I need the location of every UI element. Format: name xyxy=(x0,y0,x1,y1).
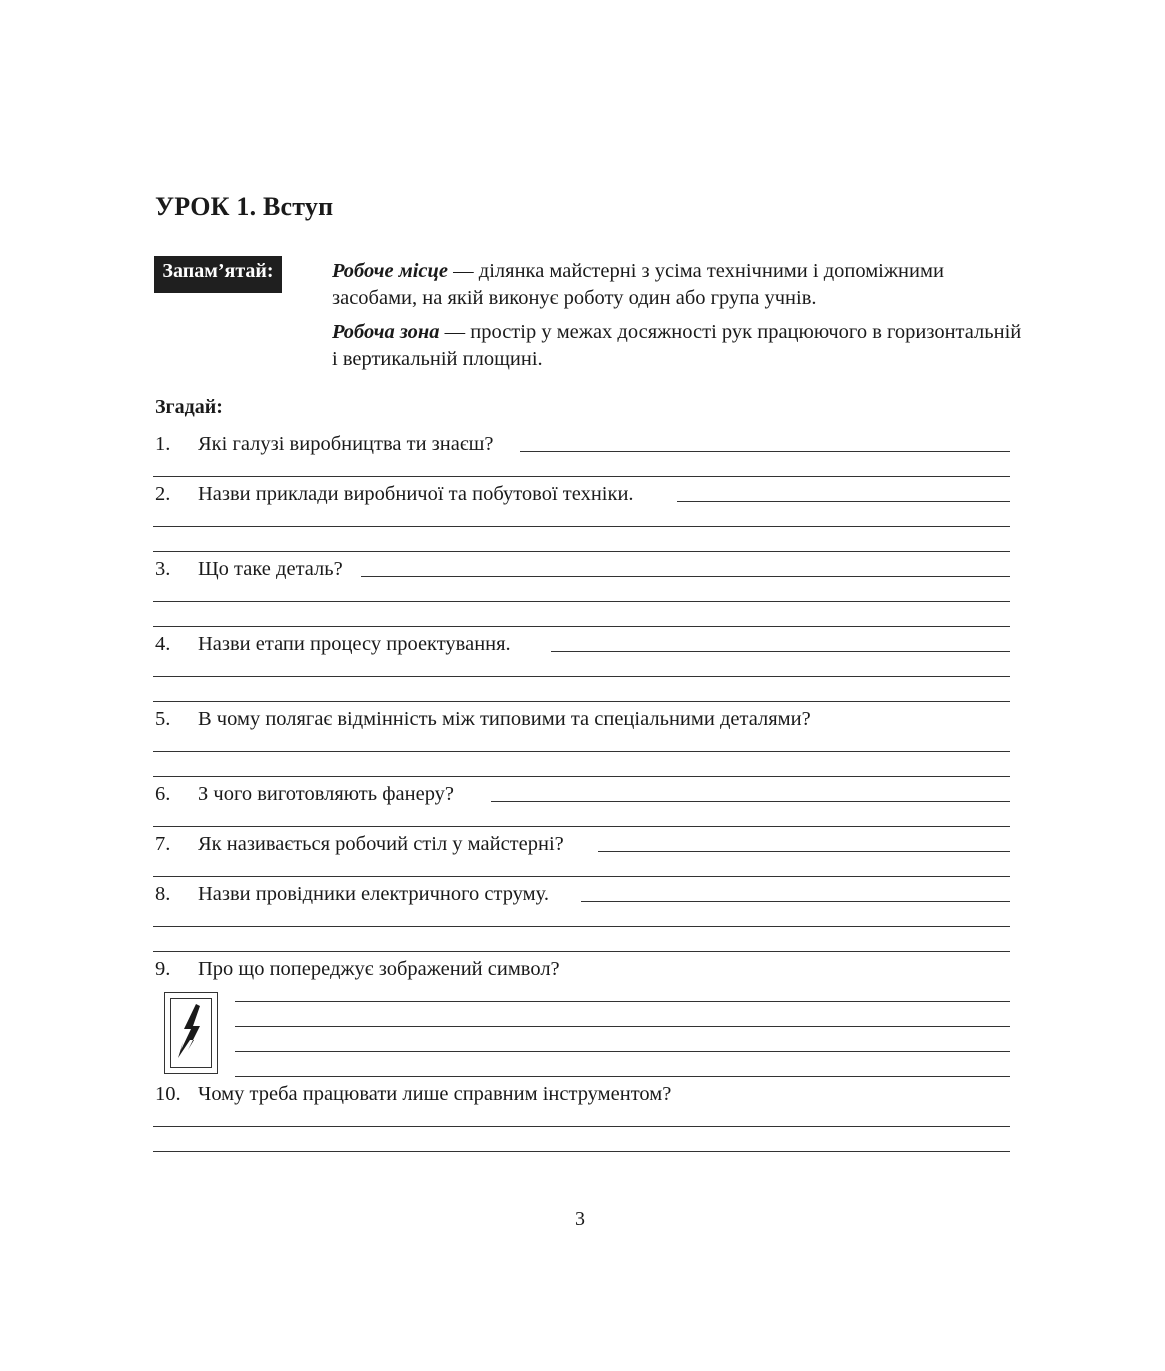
question-number: 10. xyxy=(155,1083,181,1105)
question-text: Що таке деталь? xyxy=(198,558,343,580)
answer-line[interactable] xyxy=(598,851,1010,852)
question-number: 7. xyxy=(155,833,171,855)
definition-workzone xyxy=(332,319,1022,373)
question-text: Як називається робочий стіл у майстерні? xyxy=(198,833,564,855)
question-number: 2. xyxy=(155,483,171,505)
answer-line[interactable] xyxy=(153,476,1010,477)
question-text: В чому полягає відмінність між типовими та спеціальними деталями? xyxy=(198,708,811,730)
question-text: Які галузі виробництва ти знаєш? xyxy=(198,433,494,455)
answer-line[interactable] xyxy=(491,801,1010,802)
answer-line[interactable] xyxy=(153,626,1010,627)
answer-line[interactable] xyxy=(677,501,1010,502)
answer-line[interactable] xyxy=(153,926,1010,927)
answer-line[interactable] xyxy=(153,1151,1010,1152)
answer-line[interactable] xyxy=(235,1001,1010,1002)
answer-line[interactable] xyxy=(581,901,1010,902)
definition-workplace xyxy=(332,258,1022,312)
question-number: 4. xyxy=(155,633,171,655)
answer-line[interactable] xyxy=(153,676,1010,677)
question-text: Назви провідники електричного струму. xyxy=(198,883,549,905)
answer-line[interactable] xyxy=(235,1051,1010,1052)
answer-line[interactable] xyxy=(153,826,1010,827)
answer-line[interactable] xyxy=(153,526,1010,527)
answer-line[interactable] xyxy=(153,776,1010,777)
recall-heading: Згадай: xyxy=(155,396,223,418)
answer-line[interactable] xyxy=(153,551,1010,552)
definition-term: Робоча зона xyxy=(332,321,440,343)
answer-line[interactable] xyxy=(153,876,1010,877)
high-voltage-warning-icon xyxy=(164,992,218,1074)
answer-line[interactable] xyxy=(361,576,1010,577)
answer-line[interactable] xyxy=(153,951,1010,952)
definition-term: Робоче місце xyxy=(332,260,449,282)
question-text: Про що попереджує зображений символ? xyxy=(198,958,560,980)
question-number: 3. xyxy=(155,558,171,580)
answer-line[interactable] xyxy=(520,451,1010,452)
question-text: Назви етапи процесу проектування. xyxy=(198,633,511,655)
question-number: 9. xyxy=(155,958,171,980)
question-text: З чого виготовляють фанеру? xyxy=(198,783,455,805)
remember-badge: Запам’ятай: xyxy=(154,256,282,293)
answer-line[interactable] xyxy=(235,1026,1010,1027)
question-text: Назви приклади виробничої та побутової техніки. xyxy=(198,483,634,505)
answer-line[interactable] xyxy=(551,651,1010,652)
answer-line[interactable] xyxy=(153,1126,1010,1127)
answer-line[interactable] xyxy=(153,701,1010,702)
page-number: 3 xyxy=(575,1208,585,1230)
answer-line[interactable] xyxy=(153,601,1010,602)
definition-text: — простір у межах досяжності рук працюючого в горизонтальній і вертикальній площині. xyxy=(332,321,1022,370)
question-number: 6. xyxy=(155,783,171,805)
question-number: 1. xyxy=(155,433,171,455)
answer-line[interactable] xyxy=(153,751,1010,752)
question-text: Чому треба працювати лише справним інструментом? xyxy=(198,1083,672,1105)
answer-line[interactable] xyxy=(235,1076,1010,1077)
definition-text: — ділянка майстерні з усіма технічними і допоміжними засобами, на якій виконує роботу один або група учнів. xyxy=(332,260,944,309)
question-number: 8. xyxy=(155,883,171,905)
question-number: 5. xyxy=(155,708,171,730)
page-title: УРОК 1. Вступ xyxy=(155,192,334,221)
